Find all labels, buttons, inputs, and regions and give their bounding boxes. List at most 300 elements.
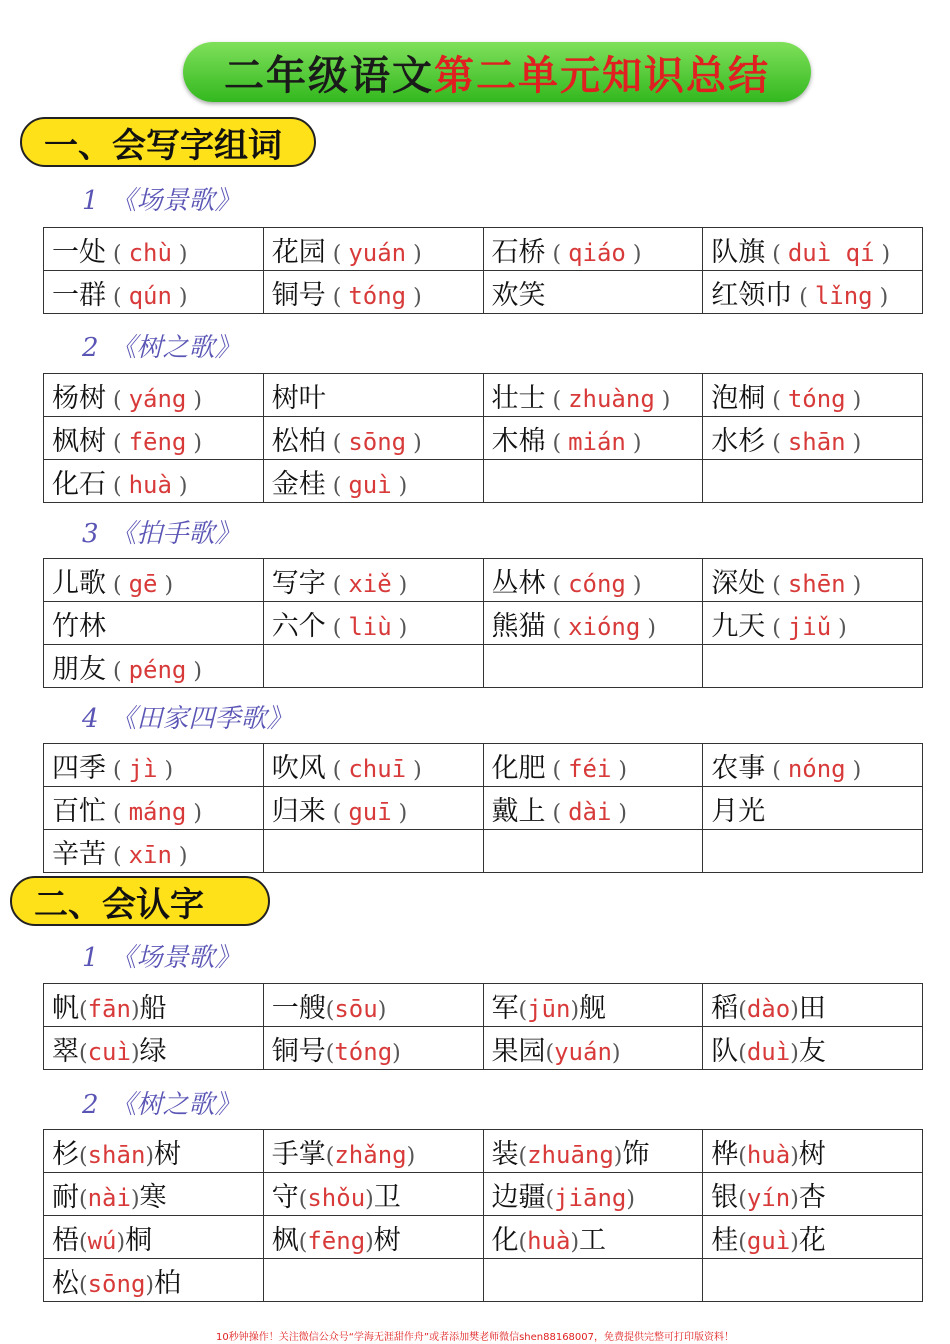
pinyin: jiǔ <box>787 612 832 641</box>
paren: ) <box>845 572 862 598</box>
paren: ( <box>298 1229 308 1255</box>
paren: ( <box>738 1186 747 1212</box>
paren: ( <box>325 1040 335 1066</box>
word-cell <box>483 984 703 1027</box>
section2-heading: 二、会认字 <box>10 876 270 926</box>
lesson-number: 2 <box>82 1090 99 1120</box>
paren: ( <box>792 284 815 310</box>
word-cell <box>703 460 923 503</box>
pinyin: wú <box>87 1226 117 1255</box>
paren: ( <box>106 473 129 499</box>
word: 手掌 <box>271 1138 326 1170</box>
word-cell <box>703 271 923 314</box>
paren: ) <box>626 1186 635 1212</box>
word-cell <box>263 787 483 830</box>
pinyin: gē <box>128 569 158 598</box>
paren: ( <box>738 1143 747 1169</box>
word-cell <box>44 374 264 417</box>
paren: ) <box>790 1143 799 1169</box>
paren: ( <box>545 800 569 826</box>
paren: ( <box>545 387 569 413</box>
word: 水杉 <box>711 425 766 457</box>
word-suffix: 友 <box>798 1035 826 1067</box>
word-table <box>43 743 923 873</box>
word-table <box>43 983 923 1070</box>
pinyin: shān <box>787 427 846 456</box>
paren: ) <box>130 1040 140 1066</box>
word: 边疆 <box>491 1181 546 1213</box>
paren: ) <box>640 615 656 641</box>
word-cell <box>44 559 264 602</box>
word-cell <box>483 602 703 645</box>
paren: ( <box>765 430 788 456</box>
word-suffix: 舰 <box>579 992 607 1024</box>
word: 一处 <box>52 236 106 268</box>
paren: ( <box>545 241 569 267</box>
pinyin: fēng <box>307 1226 366 1255</box>
pinyin: yuán <box>348 238 407 267</box>
table-row <box>44 984 923 1027</box>
word-cell <box>44 830 264 873</box>
lesson-number: 3 <box>82 519 99 549</box>
word: 果园 <box>491 1035 546 1067</box>
word: 百忙 <box>52 795 106 827</box>
paren: ( <box>325 241 349 267</box>
paren: ) <box>611 1040 621 1066</box>
lesson-name: 《田家四季歌》 <box>110 704 293 734</box>
word-suffix: 卫 <box>373 1181 401 1213</box>
title-part-2: 第二单元知识总结 <box>434 51 770 99</box>
pinyin: yuán <box>554 1037 612 1066</box>
paren: ( <box>325 430 349 456</box>
word-cell <box>703 559 923 602</box>
word: 欢笑 <box>491 279 546 311</box>
paren: ) <box>365 1186 374 1212</box>
word-cell <box>44 1130 264 1173</box>
paren: ) <box>406 284 422 310</box>
word: 辛苦 <box>52 838 106 870</box>
lesson-number: 2 <box>82 333 99 363</box>
paren: ( <box>545 572 569 598</box>
word-cell <box>263 830 483 873</box>
word-cell <box>483 460 703 503</box>
paren: ( <box>298 1186 308 1212</box>
word: 梧 <box>52 1224 79 1256</box>
word: 翠 <box>52 1035 79 1067</box>
word-suffix: 工 <box>579 1224 607 1256</box>
paren: ) <box>406 241 422 267</box>
pinyin: qún <box>128 281 172 310</box>
word: 化石 <box>52 468 106 500</box>
table-row <box>44 417 923 460</box>
paren: ) <box>406 1143 416 1169</box>
paren: ) <box>391 615 408 641</box>
word: 军 <box>491 992 519 1024</box>
pinyin: sōng <box>348 427 407 456</box>
paren: ( <box>106 757 129 783</box>
word-cell <box>44 602 264 645</box>
paren: ) <box>186 658 202 684</box>
word-cell <box>483 374 703 417</box>
word-cell <box>263 559 483 602</box>
word: 稻 <box>711 992 739 1024</box>
paren: ) <box>392 1040 401 1066</box>
paren: ) <box>790 997 799 1023</box>
paren: ( <box>79 1229 88 1255</box>
word-cell <box>263 374 483 417</box>
word-cell <box>483 228 703 271</box>
word-cell <box>483 1216 703 1259</box>
paren: ) <box>654 387 671 413</box>
pinyin: duì <box>746 1037 791 1066</box>
table-row <box>44 787 923 830</box>
word-cell <box>44 1173 264 1216</box>
word: 铜号 <box>271 1035 326 1067</box>
paren: ) <box>831 615 847 641</box>
pinyin: sōu <box>334 994 378 1023</box>
paren: ) <box>186 430 202 456</box>
paren: ) <box>790 1040 799 1066</box>
paren: ( <box>106 658 129 684</box>
word-table <box>43 1129 923 1302</box>
pinyin: liù <box>348 612 392 641</box>
pinyin: fēng <box>128 427 187 456</box>
pinyin: nài <box>87 1183 131 1212</box>
word-cell <box>44 1027 264 1070</box>
paren: ( <box>765 387 788 413</box>
paren: ) <box>874 241 891 267</box>
word-cell <box>44 984 264 1027</box>
lesson-name: 《拍手歌》 <box>110 519 241 549</box>
word: 吹风 <box>271 752 326 784</box>
word-table <box>43 373 923 503</box>
section1-heading: 一、会写字组词 <box>20 117 316 167</box>
pinyin: guì <box>746 1226 791 1255</box>
paren: ) <box>186 800 202 826</box>
paren: ) <box>406 757 422 783</box>
pinyin: tóng <box>787 384 846 413</box>
word: 石桥 <box>491 236 546 268</box>
paren: ( <box>518 997 528 1023</box>
paren: ( <box>106 843 129 869</box>
paren: ) <box>171 284 188 310</box>
word-cell <box>263 417 483 460</box>
table-row <box>44 374 923 417</box>
footer-note: 10秒钟操作！关注微信公众号“学海无涯甜作舟”或者添加樊老师微信shen88168007，免费提供完整可打印版资料！ <box>215 1332 735 1343</box>
pinyin: jūn <box>527 994 571 1023</box>
table-row <box>44 602 923 645</box>
paren: ) <box>186 387 202 413</box>
pinyin: zhuāng <box>527 1140 614 1169</box>
word: 树叶 <box>271 382 326 414</box>
table-row <box>44 1173 923 1216</box>
paren: ( <box>79 1186 88 1212</box>
paren: ) <box>625 430 642 456</box>
table-row <box>44 744 923 787</box>
word-suffix: 杏 <box>798 1181 826 1213</box>
table-row <box>44 1259 923 1302</box>
lesson-title <box>82 937 241 974</box>
word: 化肥 <box>491 752 546 784</box>
word-suffix: 树 <box>153 1138 181 1170</box>
pinyin: máng <box>128 797 187 826</box>
paren: ( <box>325 1143 335 1169</box>
page-title <box>183 42 811 102</box>
paren: ) <box>570 1229 580 1255</box>
word-cell <box>44 1259 264 1302</box>
word: 红领巾 <box>711 279 793 311</box>
word: 儿歌 <box>52 567 106 599</box>
paren: ) <box>625 241 642 267</box>
word: 桂 <box>711 1224 739 1256</box>
title-part-1: 二年级语文 <box>224 51 434 99</box>
lesson-number: 1 <box>82 186 99 216</box>
word-cell <box>703 374 923 417</box>
word-cell <box>483 1027 703 1070</box>
pinyin: tóng <box>348 281 407 310</box>
word-cell <box>703 787 923 830</box>
paren: ) <box>130 1186 140 1212</box>
paren: ( <box>325 615 349 641</box>
paren: ( <box>79 1143 88 1169</box>
pinyin: zhǎng <box>334 1140 407 1169</box>
pinyin: sōng <box>87 1269 146 1298</box>
word: 泡桐 <box>711 382 766 414</box>
paren: ( <box>79 1272 88 1298</box>
word: 桦 <box>711 1138 739 1170</box>
paren: ) <box>872 284 889 310</box>
paren: ) <box>171 843 188 869</box>
paren: ( <box>545 1186 555 1212</box>
pinyin: mián <box>568 427 626 456</box>
word: 月光 <box>711 795 766 827</box>
word-cell <box>44 787 264 830</box>
paren: ( <box>545 430 569 456</box>
word: 一艘 <box>271 992 326 1024</box>
word-cell <box>263 1173 483 1216</box>
word-cell <box>44 271 264 314</box>
word-cell <box>483 830 703 873</box>
pinyin: dài <box>568 797 612 826</box>
pinyin: péng <box>128 655 187 684</box>
word: 耐 <box>52 1181 79 1213</box>
paren: ) <box>365 1229 374 1255</box>
table-row <box>44 645 923 688</box>
paren: ) <box>611 757 628 783</box>
word-suffix: 花 <box>798 1224 826 1256</box>
table-row <box>44 271 923 314</box>
paren: ( <box>518 1229 528 1255</box>
word: 壮士 <box>491 382 546 414</box>
word-cell <box>703 984 923 1027</box>
word-cell <box>263 602 483 645</box>
paren: ( <box>325 757 349 783</box>
pinyin: chù <box>128 238 172 267</box>
paren: ( <box>325 284 349 310</box>
pinyin: jì <box>128 754 158 783</box>
word: 归来 <box>271 795 326 827</box>
paren: ( <box>106 387 129 413</box>
word-table <box>43 227 923 314</box>
paren: ) <box>171 241 188 267</box>
paren: ( <box>106 572 129 598</box>
table-row <box>44 1130 923 1173</box>
word: 枫树 <box>52 425 106 457</box>
word-cell <box>703 1259 923 1302</box>
word-suffix: 船 <box>139 992 167 1024</box>
paren: ( <box>765 757 788 783</box>
paren: ) <box>377 997 387 1023</box>
word-cell <box>263 460 483 503</box>
word-cell <box>703 602 923 645</box>
word-cell <box>703 1216 923 1259</box>
word-cell <box>263 271 483 314</box>
table-row <box>44 228 923 271</box>
table-row <box>44 1216 923 1259</box>
paren: ) <box>130 997 140 1023</box>
lesson-title <box>82 327 241 364</box>
lesson-title <box>82 513 241 550</box>
paren: ) <box>116 1229 126 1255</box>
pinyin: shān <box>87 1140 146 1169</box>
word: 队旗 <box>711 236 766 268</box>
paren: ) <box>790 1186 799 1212</box>
lesson-name: 《树之歌》 <box>110 1090 241 1120</box>
paren: ( <box>79 997 88 1023</box>
word-suffix: 树 <box>798 1138 826 1170</box>
paren: ( <box>106 800 129 826</box>
word-cell <box>263 1216 483 1259</box>
word: 松 <box>52 1267 79 1299</box>
word-cell <box>483 787 703 830</box>
lesson-name: 《场景歌》 <box>110 186 241 216</box>
pinyin: shēn <box>787 569 846 598</box>
word-cell <box>703 830 923 873</box>
paren: ) <box>145 1143 154 1169</box>
pinyin: qiáo <box>568 238 626 267</box>
word: 一群 <box>52 279 106 311</box>
paren: ( <box>325 997 335 1023</box>
word: 戴上 <box>491 795 546 827</box>
paren: ) <box>613 1143 623 1169</box>
word-cell <box>44 744 264 787</box>
paren: ( <box>325 800 349 826</box>
word-cell <box>483 744 703 787</box>
word-cell <box>483 1130 703 1173</box>
word-suffix: 饰 <box>622 1138 650 1170</box>
paren: ( <box>106 241 129 267</box>
paren: ) <box>171 473 188 499</box>
word-suffix: 柏 <box>153 1267 181 1299</box>
paren: ) <box>845 757 862 783</box>
pinyin: yáng <box>128 384 187 413</box>
word: 六个 <box>271 610 326 642</box>
word: 丛林 <box>491 567 546 599</box>
lesson-number: 1 <box>82 943 99 973</box>
pinyin: xiě <box>348 569 392 598</box>
word-suffix: 田 <box>798 992 826 1024</box>
paren: ( <box>545 757 569 783</box>
paren: ( <box>79 1040 88 1066</box>
pinyin: tóng <box>334 1037 393 1066</box>
word-cell <box>44 645 264 688</box>
word-cell <box>483 645 703 688</box>
table-row <box>44 559 923 602</box>
pinyin: cuì <box>87 1037 131 1066</box>
paren: ( <box>325 473 349 499</box>
word: 竹林 <box>52 610 106 642</box>
word: 铜号 <box>271 279 326 311</box>
word: 金桂 <box>271 468 326 500</box>
word-cell <box>703 1173 923 1216</box>
paren: ( <box>106 284 129 310</box>
word-cell <box>703 228 923 271</box>
word-cell <box>44 460 264 503</box>
paren: ( <box>545 615 569 641</box>
paren: ) <box>625 572 642 598</box>
pinyin: chuī <box>348 754 407 783</box>
paren: ) <box>406 430 422 456</box>
lesson-title <box>82 698 293 735</box>
word: 银 <box>711 1181 739 1213</box>
word-cell <box>263 1027 483 1070</box>
paren: ) <box>570 997 580 1023</box>
word: 花园 <box>271 236 326 268</box>
pinyin: shǒu <box>307 1183 366 1212</box>
word: 杉 <box>52 1138 79 1170</box>
pinyin: nóng <box>787 754 846 783</box>
word-cell <box>703 417 923 460</box>
word-cell <box>703 1027 923 1070</box>
word-cell <box>263 228 483 271</box>
word: 深处 <box>711 567 766 599</box>
word: 熊猫 <box>491 610 546 642</box>
word-cell <box>44 228 264 271</box>
word: 守 <box>271 1181 299 1213</box>
table-row <box>44 1027 923 1070</box>
lesson-name: 《树之歌》 <box>110 333 241 363</box>
pinyin: yín <box>746 1183 791 1212</box>
word: 队 <box>711 1035 739 1067</box>
paren: ) <box>845 387 862 413</box>
table-row <box>44 830 923 873</box>
paren: ( <box>325 572 349 598</box>
word: 朋友 <box>52 653 106 685</box>
word: 木棉 <box>491 425 546 457</box>
word-suffix: 桐 <box>125 1224 153 1256</box>
pinyin: huà <box>746 1140 791 1169</box>
word-cell <box>263 645 483 688</box>
word-suffix: 树 <box>373 1224 401 1256</box>
pinyin: fān <box>87 994 131 1023</box>
word-cell <box>263 744 483 787</box>
pinyin: lǐng <box>814 281 873 310</box>
paren: ) <box>391 473 408 499</box>
word-cell <box>483 1259 703 1302</box>
lesson-title <box>82 180 241 217</box>
word-cell <box>263 1130 483 1173</box>
word: 农事 <box>711 752 766 784</box>
lesson-number: 4 <box>82 704 99 734</box>
pinyin: dào <box>746 994 791 1023</box>
pinyin: huà <box>527 1226 571 1255</box>
word: 四季 <box>52 752 106 784</box>
pinyin: guī <box>348 797 392 826</box>
paren: ( <box>765 241 788 267</box>
paren: ) <box>391 572 408 598</box>
word: 枫 <box>271 1224 299 1256</box>
paren: ( <box>545 1040 555 1066</box>
